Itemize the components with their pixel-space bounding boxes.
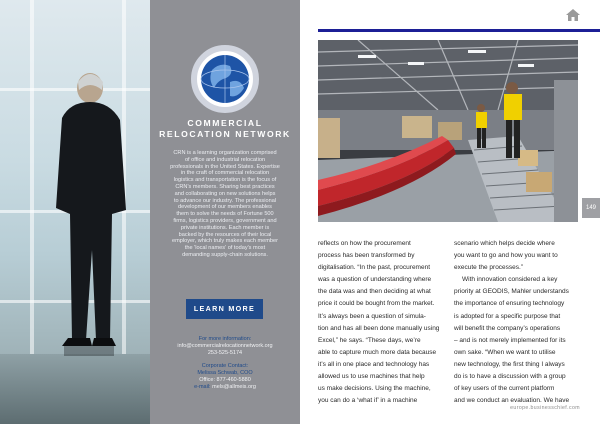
warehouse-conveyor-photo	[318, 40, 578, 222]
crn-description-line: and collaborating on new solutions helps	[174, 190, 276, 197]
crn-description-line: backed by the resources of their local	[178, 231, 272, 238]
article-line: able to capture much more data because	[318, 348, 437, 356]
article-line: tion and has all been done manually using	[318, 324, 440, 332]
article-line: of key users of the current platform	[454, 385, 555, 393]
article-line: scenario which helps decide where	[454, 240, 555, 247]
crn-description-line: employer, which truly makes each member	[171, 238, 278, 245]
page-number-tab: 149	[582, 198, 600, 218]
contact-email-link[interactable]: mels@allmeis.org	[212, 384, 256, 391]
article-line: was a question of understanding where	[318, 276, 432, 284]
article-column-2	[454, 238, 582, 407]
article-line: execute the processes.”	[454, 264, 524, 272]
article-line: priority at GEODIS, Mahler understands	[454, 288, 569, 296]
article-line: – and is not merely implemented for its	[454, 336, 566, 344]
article-line: allowed us to use machines that help	[318, 373, 425, 381]
home-icon[interactable]	[565, 8, 581, 22]
article-page	[300, 0, 600, 424]
crn-title-line2: RELOCATION NETWORK	[159, 129, 291, 139]
crn-description-line: in the craft of commercial relocation	[180, 170, 270, 177]
corporate-contact-label: Corporate Contact:	[201, 362, 249, 369]
article-line: it’s all in one place and technology has	[318, 360, 430, 368]
info-phone: 253-525-5174	[207, 350, 243, 357]
contact-email-row	[150, 384, 300, 391]
crn-description-line: CRN is a learning organization comprised	[173, 150, 277, 156]
info-email-link[interactable]: info@commercialrelocationnetwork.org	[177, 343, 273, 350]
article-column-1	[318, 238, 446, 407]
crn-description-line: them to solve the needs of Fortune 500	[176, 211, 274, 218]
article-line: process has been transformed by	[318, 252, 415, 260]
crn-description-line: CRN's members. Sharing best practices	[175, 183, 275, 190]
crn-description-line: professionals in the United States. Expertise	[170, 163, 280, 170]
contact-info	[150, 336, 300, 391]
crn-description-line: demanding supply-chain solutions.	[182, 251, 268, 258]
header-rule	[318, 29, 600, 32]
crn-description	[160, 150, 290, 259]
article-line: With innovation considered a key	[462, 276, 558, 284]
crn-title-line1: COMMERCIAL	[187, 118, 263, 128]
globe-icon	[190, 44, 260, 114]
article-line: you want to go and how you want to	[454, 252, 558, 260]
crn-description-line: of office and industrial relocation	[184, 156, 266, 163]
article-line: digitalisation. “In the past, procurement	[318, 264, 431, 272]
article-line: the importance of ensuring technology	[454, 300, 565, 308]
article-line: price it could be bought from the market.	[318, 300, 435, 308]
article-line: us make decisions. Using the machine,	[318, 385, 431, 393]
businessman-window-photo	[0, 0, 150, 424]
article-line: the data was and then deciding at what	[318, 288, 431, 296]
crn-title	[150, 118, 300, 140]
office-phone: Office: 877-460-5880	[199, 377, 251, 384]
article-line: and we conduct an evaluation. We have	[454, 397, 570, 405]
article-line: It’s always been a question of simula-	[318, 312, 426, 320]
article-line: new technology, the first thing I always	[454, 360, 565, 368]
learn-more-button[interactable]: LEARN MORE	[186, 299, 263, 319]
article-line: own sake. “When we want to utilise	[454, 348, 556, 356]
article-line: do is to have a discussion with a group	[454, 373, 566, 381]
crn-description-line: private institutions. Each member is	[180, 224, 270, 231]
site-url-footer[interactable]: europe.businesschief.com	[510, 405, 580, 411]
article-line: reflects on how the procurement	[318, 240, 411, 247]
crn-description-line: to advance our industry. The professional	[173, 197, 277, 204]
crn-description-line: the 'local names' of today's most	[184, 245, 266, 252]
contact-name: Melissa Schwab, COO	[197, 369, 253, 376]
article-line: you can do a ‘what if’ in a machine	[318, 397, 418, 405]
crn-description-line: logistics and transportation is the focus of	[173, 177, 277, 184]
email-label: e-mail:	[194, 384, 211, 391]
crn-description-line: development of our members enables	[178, 204, 272, 211]
crn-description-line: firms, logistics providers, government and	[173, 217, 277, 224]
article-line: will benefit the company’s operations	[454, 324, 561, 332]
more-info-label: For more information:	[198, 336, 252, 342]
article-line: is adopted for a specific purpose that	[454, 312, 561, 320]
article-line: Excel,” he says. “These days, we’re	[318, 336, 421, 344]
crn-advertisement	[150, 0, 300, 424]
